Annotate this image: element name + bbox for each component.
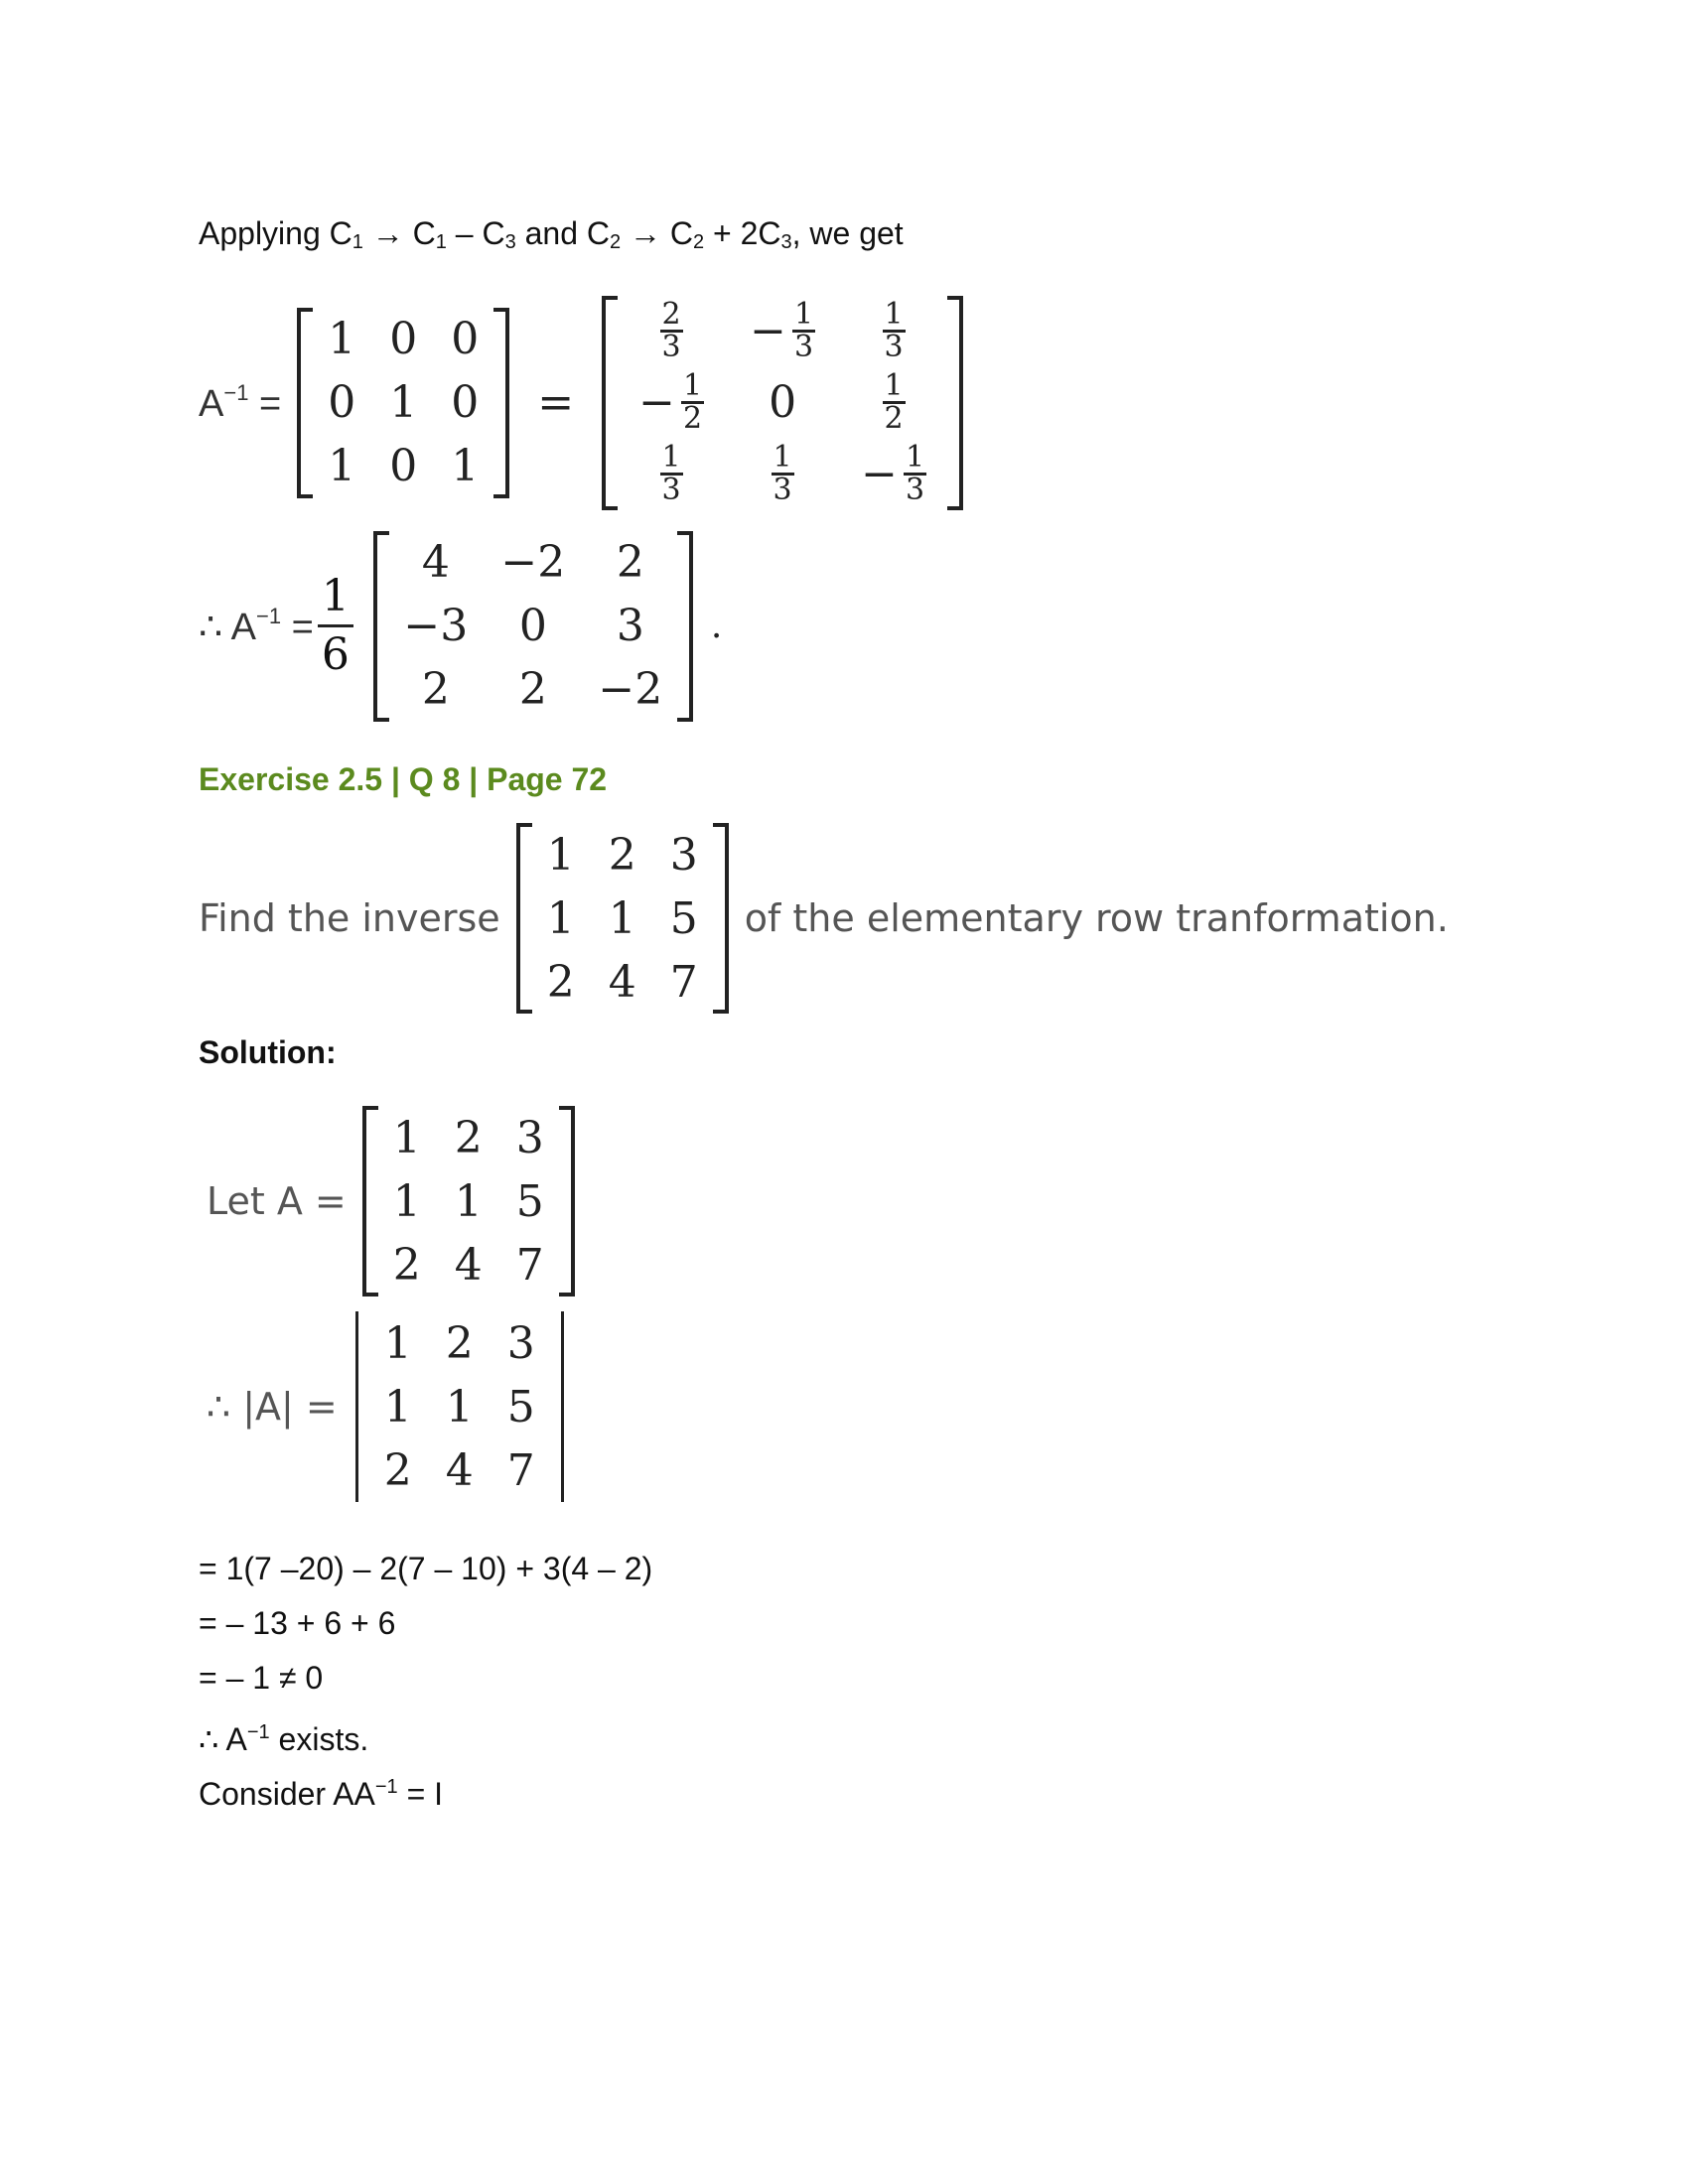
- matrix-cell: 1: [445, 1381, 474, 1433]
- subscript: 2: [693, 231, 705, 253]
- matrix-cell: 3: [669, 829, 698, 881]
- matrix-cell: 3: [616, 601, 644, 651]
- fraction: [681, 368, 704, 436]
- matrix-cell: 5: [669, 892, 698, 944]
- fraction: [883, 368, 906, 436]
- fraction-denominator: 3: [661, 330, 681, 364]
- matrix-cell: −3: [403, 601, 469, 651]
- final-matrix: [373, 531, 693, 722]
- matrix-cell: 1: [328, 314, 356, 364]
- step-text: Applying C: [199, 215, 352, 251]
- fraction-denominator: 3: [884, 330, 904, 364]
- fraction-numerator: 1: [318, 569, 353, 627]
- fraction: [792, 297, 815, 364]
- matrix-cell: [727, 296, 838, 367]
- fraction: [660, 440, 683, 507]
- question-text: of the elementary row tranformation.: [744, 896, 1449, 940]
- subscript: 1: [435, 231, 447, 253]
- matrix-cell: 1: [383, 1381, 412, 1433]
- fraction-denominator: 2: [682, 401, 703, 436]
- fraction: [660, 297, 683, 364]
- fraction-numerator: 1: [905, 440, 925, 475]
- matrix-cell: [616, 367, 727, 439]
- sign: −: [638, 377, 675, 428]
- step-text: , we get: [791, 215, 904, 251]
- matrix-cell: 1: [451, 441, 480, 491]
- matrix-cell: 1: [454, 1175, 483, 1227]
- matrix-cell: [616, 296, 727, 367]
- let-equation: [207, 1107, 591, 1296]
- fraction-numerator: 1: [773, 440, 792, 475]
- matrix-cell: 1: [389, 377, 418, 428]
- scalar-fraction: [318, 569, 353, 683]
- matrix-cell: 2: [518, 664, 547, 715]
- fraction-numerator: 1: [661, 440, 681, 475]
- fraction-denominator: 2: [884, 401, 904, 436]
- sign: −: [750, 306, 786, 356]
- matrix-cell: −2: [500, 537, 566, 588]
- equation-lhs: $A^{-1}$ =: [199, 379, 282, 425]
- matrix-cell: 5: [515, 1175, 544, 1227]
- step-text: – C: [446, 215, 505, 251]
- consider-line: Consider $AA^{-1} = I$: [199, 1776, 444, 1812]
- subscript: 3: [780, 231, 792, 253]
- exercise-heading: Exercise 2.5 | Q 8 | Page 72: [199, 761, 608, 797]
- matrix-cell: 3: [506, 1317, 535, 1369]
- matrix-cell: 1: [392, 1175, 421, 1227]
- matrix-cell: 1: [392, 1112, 421, 1163]
- matrix-cell: 0: [451, 314, 480, 364]
- fraction-denominator: 3: [793, 330, 814, 364]
- matrix-cell: [838, 296, 949, 367]
- determinant-label: ∴ |A| =: [207, 1385, 338, 1429]
- step-text: + 2C: [704, 215, 781, 251]
- fraction-numerator: 2: [661, 297, 681, 332]
- matrix-cell: 2: [383, 1444, 412, 1496]
- step-text: and C: [515, 215, 610, 251]
- fraction-denominator: 3: [773, 473, 792, 507]
- matrix-cell: [727, 367, 838, 439]
- matrix-cell: 1: [546, 829, 575, 881]
- matrix-cell: 4: [421, 537, 450, 588]
- period: .: [710, 606, 723, 646]
- step-text: → C: [621, 215, 693, 251]
- matrix-cell: 2: [445, 1317, 474, 1369]
- subscript: 3: [504, 231, 516, 253]
- solution-label: Solution:: [199, 1034, 337, 1070]
- sign: −: [861, 449, 898, 499]
- matrix-cell: 2: [608, 829, 636, 881]
- matrix-cell: 0: [518, 601, 547, 651]
- matrix-cell: 1: [383, 1317, 412, 1369]
- matrix-cell: 4: [454, 1239, 483, 1291]
- matrix-cell: 1: [608, 892, 636, 944]
- fraction-numerator: 1: [884, 368, 904, 403]
- matrix-cell: 0: [451, 377, 480, 428]
- result-matrix: [602, 296, 963, 510]
- identity-matrix: [297, 308, 509, 498]
- matrix-cell: 0: [389, 314, 418, 364]
- matrix-cell: 4: [608, 956, 636, 1008]
- subscript: 1: [352, 231, 363, 253]
- matrix-cell: 2: [546, 956, 575, 1008]
- final-inverse-equation: [199, 534, 724, 718]
- matrix-cell: 2: [392, 1239, 421, 1291]
- matrix-cell: 3: [515, 1112, 544, 1163]
- fraction-denominator: 3: [905, 473, 925, 507]
- equals-sign: =: [537, 377, 575, 428]
- fraction: [772, 440, 794, 507]
- matrix-cell: 2: [616, 537, 644, 588]
- determinant-equation: [207, 1312, 582, 1501]
- fraction-numerator: 1: [682, 368, 703, 403]
- calculation-line: = 1(7 –20) – 2(7 – 10) + 3(4 – 2): [199, 1551, 653, 1586]
- matrix-cell: [727, 439, 838, 510]
- matrix-cell: [616, 439, 727, 510]
- step-intro: [199, 213, 904, 262]
- calculation-line: = – 1 ≠ 0: [199, 1660, 324, 1696]
- matrix-cell: 0: [328, 377, 356, 428]
- matrix-cell: [838, 439, 949, 510]
- question-matrix: [516, 823, 729, 1014]
- matrix-cell: 2: [454, 1112, 483, 1163]
- equation-lhs: ∴ $A^{-1}$ =: [199, 603, 314, 648]
- subscript: 2: [609, 231, 622, 253]
- matrix-cell: 7: [669, 956, 698, 1008]
- exists-line: ∴ $A^{-1}$ exists.: [199, 1721, 369, 1757]
- fraction-denominator: 3: [661, 473, 681, 507]
- matrix-cell: 1: [546, 892, 575, 944]
- step-text: → C: [362, 215, 436, 251]
- fraction: [883, 297, 906, 364]
- inverse-equation: [199, 296, 979, 509]
- matrix-cell: 1: [328, 441, 356, 491]
- matrix-cell: 2: [421, 664, 450, 715]
- fraction: [904, 440, 926, 507]
- matrix-cell: 7: [515, 1239, 544, 1291]
- matrix-cell: −2: [598, 664, 663, 715]
- question-text: Find the inverse: [199, 896, 500, 940]
- matrix-cell: 0: [389, 441, 418, 491]
- matrix-cell: 4: [445, 1444, 474, 1496]
- matrix-cell: 7: [506, 1444, 535, 1496]
- cell-value: 0: [769, 377, 797, 428]
- determinant-matrix: [353, 1311, 566, 1502]
- question: [199, 824, 1449, 1013]
- fraction-denominator: 6: [321, 629, 350, 680]
- matrix-a: [362, 1106, 575, 1297]
- let-label: Let A =: [207, 1179, 347, 1223]
- matrix-cell: 5: [506, 1381, 535, 1433]
- matrix-cell: [838, 367, 949, 439]
- fraction-numerator: 1: [793, 297, 814, 332]
- calculation-line: = – 13 + 6 + 6: [199, 1605, 396, 1641]
- fraction-numerator: 1: [884, 297, 904, 332]
